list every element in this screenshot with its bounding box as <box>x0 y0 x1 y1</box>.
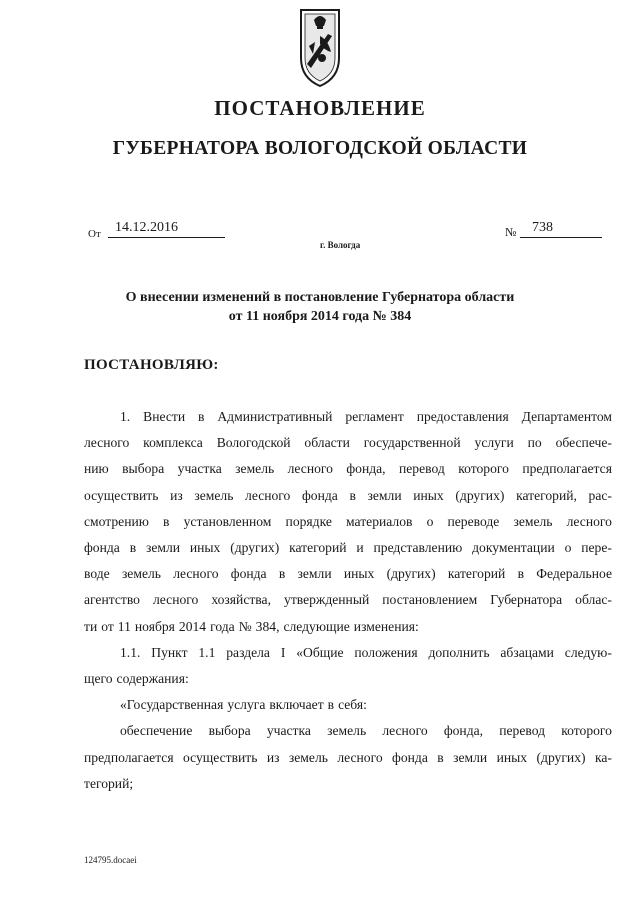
body-line: лесного комплекса Вологодской области государственной услуги по обеспече- <box>84 435 612 451</box>
body-line: смотрению в установленном порядке материалов о переводе земель лесного <box>84 513 612 529</box>
city-label: г. Вологда <box>320 240 361 250</box>
coat-of-arms-emblem <box>298 6 342 90</box>
decree-word: ПОСТАНОВЛЯЮ: <box>84 357 219 373</box>
subject-line-2: от 11 ноября 2014 года № 384 <box>228 309 412 324</box>
body-line: 1. Внести в Административный регламент предоставления Департаментом <box>120 409 612 424</box>
body-line: 1.1. Пункт 1.1 раздела I «Общие положения дополнить абзацами следую- <box>120 644 612 660</box>
body-line: осуществить из земель лесного фонда в земли иных (других) категорий, рас- <box>84 487 612 503</box>
file-reference: 124795.docaei <box>84 855 137 865</box>
body-line: щего содержания: <box>84 671 189 687</box>
body-line: агентство лесного хозяйства, утвержденный постановлением Губернатора облас- <box>84 592 612 608</box>
document-number: 738 <box>520 219 602 238</box>
document-body <box>84 404 612 797</box>
body-line: нию выбора участка земель лесного фонда, перевод которого предполагается <box>84 461 612 477</box>
document-title: ПОСТАНОВЛЕНИЕ <box>214 96 426 120</box>
from-label: От <box>88 228 101 240</box>
subject-line-1: О внесении изменений в постановление Губернатора области <box>125 290 515 305</box>
document-subtitle: ГУБЕРНАТОРА ВОЛОГОДСКОЙ ОБЛАСТИ <box>112 138 528 159</box>
body-line: предполагается осуществить из земель лесного фонда в земли иных (других) ка- <box>84 749 612 765</box>
number-label: № <box>505 225 517 239</box>
document-date: 14.12.2016 <box>108 219 225 238</box>
body-line: фонда в земли иных (других) категорий и представлению документации о пере- <box>84 540 612 556</box>
body-line: «Государственная услуга включает в себя: <box>120 697 367 713</box>
document-subject <box>0 288 640 326</box>
body-line: тегорий; <box>84 775 134 791</box>
body-line: ти от 11 ноября 2014 года № 384, следующие изменения: <box>84 618 419 634</box>
body-line: воде земель лесного фонда в земли иных (других) категорий в Федеральное <box>84 566 612 582</box>
body-line: обеспечение выбора участка земель лесного фонда, перевод которого <box>120 723 612 739</box>
